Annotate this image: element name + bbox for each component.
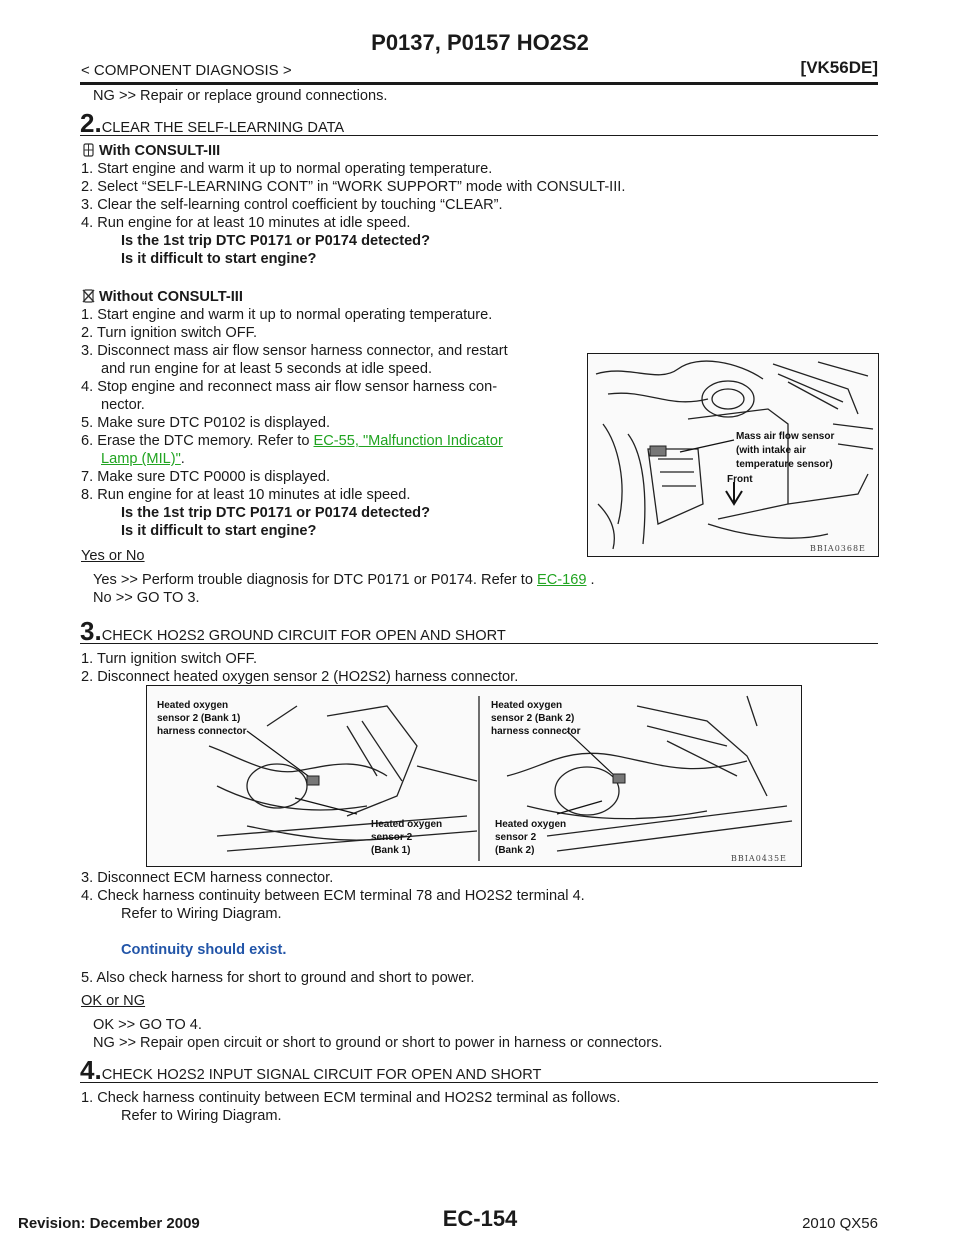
step-4-title: CHECK HO2S2 INPUT SIGNAL CIRCUIT FOR OPEN AND SHORT <box>101 1067 542 1083</box>
item-6-suffix: . <box>180 451 185 467</box>
step-2-number: 2. <box>80 108 102 138</box>
ec-169-link[interactable]: EC-169 <box>537 572 587 588</box>
without-item-3b: and run engine for at least 5 seconds at idle speed. <box>101 361 433 377</box>
continuity-spec: Continuity should exist. <box>121 942 287 958</box>
no-tool-icon <box>82 289 95 303</box>
page-title: P0137, P0157 HO2S2 <box>371 30 589 55</box>
step-4-number: 4. <box>80 1055 102 1085</box>
without-item-2: 2. Turn ignition switch OFF. <box>81 325 258 341</box>
ho2s2-harness-figure <box>146 685 802 867</box>
step-3-item-3: 3. Disconnect ECM harness connector. <box>81 870 334 886</box>
step-3-number: 3. <box>80 616 102 646</box>
step-2-title: CLEAR THE SELF-LEARNING DATA <box>101 120 345 136</box>
bank1-sensor-label-1: Heated oxygen <box>371 819 443 830</box>
intro-ng-line: NG >> Repair or replace ground connections. <box>93 88 388 104</box>
with-question-2: Is it difficult to start engine? <box>121 251 317 267</box>
exhaust-illustration <box>147 686 801 866</box>
bank1-harness-label-3: harness connector <box>157 726 247 737</box>
front-label: Front <box>727 474 753 485</box>
ok-or-ng-heading: OK or NG <box>81 993 146 1009</box>
step-3-item-2: 2. Disconnect heated oxygen sensor 2 (HO2S2) harness connector. <box>81 669 519 685</box>
step-4-rule <box>80 1082 878 1083</box>
bank2-harness-label-2: sensor 2 (Bank 2) <box>491 713 575 724</box>
yes-suffix: . <box>586 572 595 588</box>
bank1-sensor-label-3: (Bank 1) <box>371 845 411 856</box>
with-question-1: Is the 1st trip DTC P0171 or P0174 detected? <box>121 233 431 249</box>
item-6-text: 6. Erase the DTC memory. Refer to <box>81 433 314 449</box>
step-3-item-1: 1. Turn ignition switch OFF. <box>81 651 258 667</box>
ok-line: OK >> GO TO 4. <box>93 1017 202 1033</box>
vehicle-model: 2010 QX56 <box>802 1215 878 1232</box>
mil-reference-link[interactable]: EC-55, "Malfunction Indicator <box>313 433 503 449</box>
with-consult-heading <box>82 142 220 160</box>
without-consult-title: Without CONSULT-III <box>99 289 243 305</box>
figure-1-code: BBIA0368E <box>810 544 866 553</box>
bank1-sensor-label-2: sensor 2 <box>371 832 413 843</box>
bank1-harness-label-2: sensor 2 (Bank 1) <box>157 713 241 724</box>
step-3-item-5: 5. Also check harness for short to ground and short to power. <box>81 970 475 986</box>
bank2-sensor-label-3: (Bank 2) <box>495 845 535 856</box>
page-number: EC-154 <box>442 1206 518 1231</box>
bank2-sensor-label-2: sensor 2 <box>495 832 537 843</box>
maf-label-line-1: Mass air flow sensor <box>736 431 835 442</box>
without-item-6b <box>101 450 185 468</box>
without-item-4a: 4. Stop engine and reconnect mass air flow sensor harness con- <box>81 379 498 395</box>
no-line: No >> GO TO 3. <box>93 590 200 606</box>
step-3-rule <box>80 643 878 644</box>
breadcrumb: < COMPONENT DIAGNOSIS > <box>81 62 292 79</box>
without-item-1: 1. Start engine and warm it up to normal operating temperature. <box>81 307 493 323</box>
consult-tool-icon <box>82 143 95 157</box>
step-2-rule <box>80 135 878 136</box>
yes-line <box>93 571 595 589</box>
mass-air-flow-sensor-figure <box>587 353 879 557</box>
with-item-4: 4. Run engine for at least 10 minutes at idle speed. <box>81 215 411 231</box>
with-item-3: 3. Clear the self-learning control coefficient by touching “CLEAR”. <box>81 197 503 213</box>
step-3-title: CHECK HO2S2 GROUND CIRCUIT FOR OPEN AND SHORT <box>101 628 506 644</box>
bank1-harness-label-1: Heated oxygen <box>157 700 229 711</box>
model-code: [VK56DE] <box>800 58 878 77</box>
revision-date: Revision: December 2009 <box>18 1215 200 1232</box>
ng-line: NG >> Repair open circuit or short to ground or short to power in harness or connectors. <box>93 1035 663 1051</box>
without-question-1: Is the 1st trip DTC P0171 or P0174 detected? <box>121 505 431 521</box>
bank2-harness-label-3: harness connector <box>491 726 581 737</box>
without-item-7: 7. Make sure DTC P0000 is displayed. <box>81 469 331 485</box>
yes-or-no-heading: Yes or No <box>81 548 145 564</box>
without-consult-heading <box>82 288 243 306</box>
without-item-6 <box>81 432 503 450</box>
with-item-2: 2. Select “SELF-LEARNING CONT” in “WORK SUPPORT” mode with CONSULT-III. <box>81 179 626 195</box>
step-3-item-4: 4. Check harness continuity between ECM terminal 78 and HO2S2 terminal 4. <box>81 888 585 904</box>
without-item-4b: nector. <box>101 397 145 413</box>
with-consult-title: With CONSULT-III <box>99 143 221 159</box>
yes-text: Yes >> Perform trouble diagnosis for DTC P0171 or P0174. Refer to <box>93 572 537 588</box>
step-4-item-1: 1. Check harness continuity between ECM terminal and HO2S2 terminal as follows. <box>81 1090 621 1106</box>
bank2-sensor-label-1: Heated oxygen <box>495 819 567 830</box>
without-item-3a: 3. Disconnect mass air flow sensor harness connector, and restart <box>81 343 508 359</box>
without-item-8: 8. Run engine for at least 10 minutes at idle speed. <box>81 487 411 503</box>
step-3-refer: Refer to Wiring Diagram. <box>121 906 282 922</box>
without-item-5: 5. Make sure DTC P0102 is displayed. <box>81 415 331 431</box>
header-rule <box>80 82 878 85</box>
mil-reference-link-cont[interactable]: Lamp (MIL)" <box>101 451 181 467</box>
maf-label-line-3: temperature sensor) <box>736 459 833 470</box>
bank2-harness-label-1: Heated oxygen <box>491 700 563 711</box>
with-item-1: 1. Start engine and warm it up to normal operating temperature. <box>81 161 493 177</box>
figure-2-code: BBIA0435E <box>731 854 787 863</box>
without-question-2: Is it difficult to start engine? <box>121 523 317 539</box>
maf-label-line-2: (with intake air <box>736 445 807 456</box>
step-4-refer: Refer to Wiring Diagram. <box>121 1108 282 1124</box>
engine-bay-illustration <box>588 354 878 556</box>
